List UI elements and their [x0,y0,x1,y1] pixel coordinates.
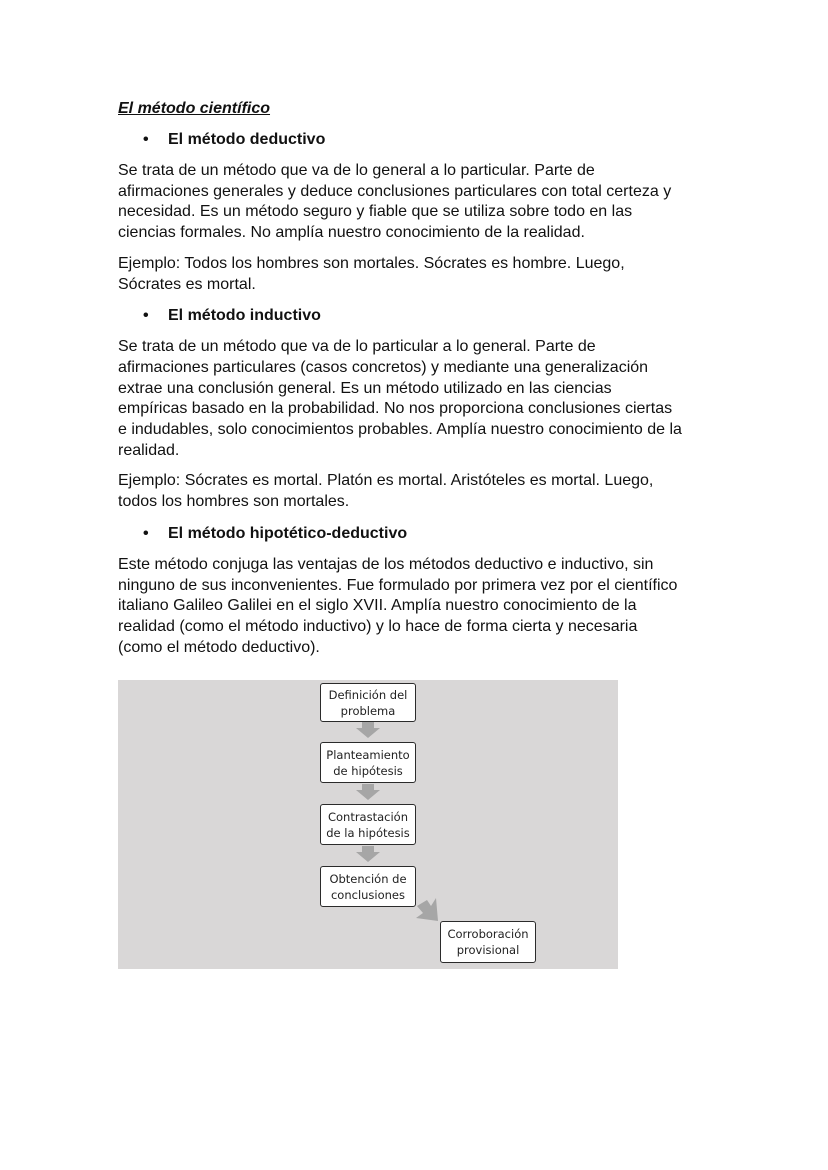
section-heading-text: El método inductivo [168,307,321,325]
paragraph-deductivo-example: Ejemplo: Todos los hombres son mortales. Sócrates es hombre. Luego, Sócrates es mortal. [118,254,625,293]
method-flow-diagram [118,680,618,969]
paragraph-deductivo-definition: Se trata de un método que va de lo general a lo particular. Parte de afirmaciones generales y deduce conclusiones particulares con total certeza y necesidad. Es un método seguro y fiable que se utiliza sobre todo en las ciencias formales. No amplía nuestro conocimiento de la realidad. [118,162,672,242]
step-box-obtencion: Obtención de conclusiones [320,866,416,907]
bullet-icon: • [143,307,149,325]
document-page [118,98,718,668]
step-box-contrastacion: Contrastación de la hipótesis [320,804,416,845]
step-box-definicion: Definición del problema [320,683,416,722]
down-arrow-icon [356,722,380,738]
diagonal-arrow-icon [416,898,438,921]
paragraph-hipotetico-deductivo: Este método conjuga las ventajas de los métodos deductivo e inductivo, sin ninguno de sus inconvenientes. Fue formulado por primera vez por el científico italiano Galileo Galilei en el siglo XVII. Amplía nuestro conocimiento de la realidad (como el método inductivo) y lo hace de forma cierta y necesaria (como el método deductivo). [118,555,678,656]
section-heading-hipotetico-deductivo [118,523,718,545]
bullet-icon: • [143,131,149,148]
paragraph-inductivo-example: Ejemplo: Sócrates es mortal. Platón es mortal. Aristóteles es mortal. Luego, todos los hombres son mortales. [118,472,654,511]
paragraph-inductivo-definition: Se trata de un método que va de lo particular a lo general. Parte de afirmaciones particulares (casos concretos) y mediante una generalización extrae una conclusión general. Es un método utilizado en las ciencias empíricas basado en la probabilidad. No nos proporciona conclusiones ciertas e indudables, solo conocimientos probables. Amplía nuestro conocimiento de la realidad. [118,338,682,459]
section-heading-text: El método hipotético-deductivo [168,524,408,542]
down-arrow-icon [356,846,380,862]
down-arrow-icon [356,784,380,800]
section-heading-text: El método deductivo [168,131,326,148]
section-heading-deductivo [118,129,718,151]
step-box-planteamiento: Planteamiento de hipótesis [320,742,416,783]
document-title: El método científico [118,100,271,117]
bullet-icon: • [143,524,149,542]
step-box-corroboracion: Corroboración provisional [440,921,536,963]
section-heading-inductivo [118,305,718,327]
